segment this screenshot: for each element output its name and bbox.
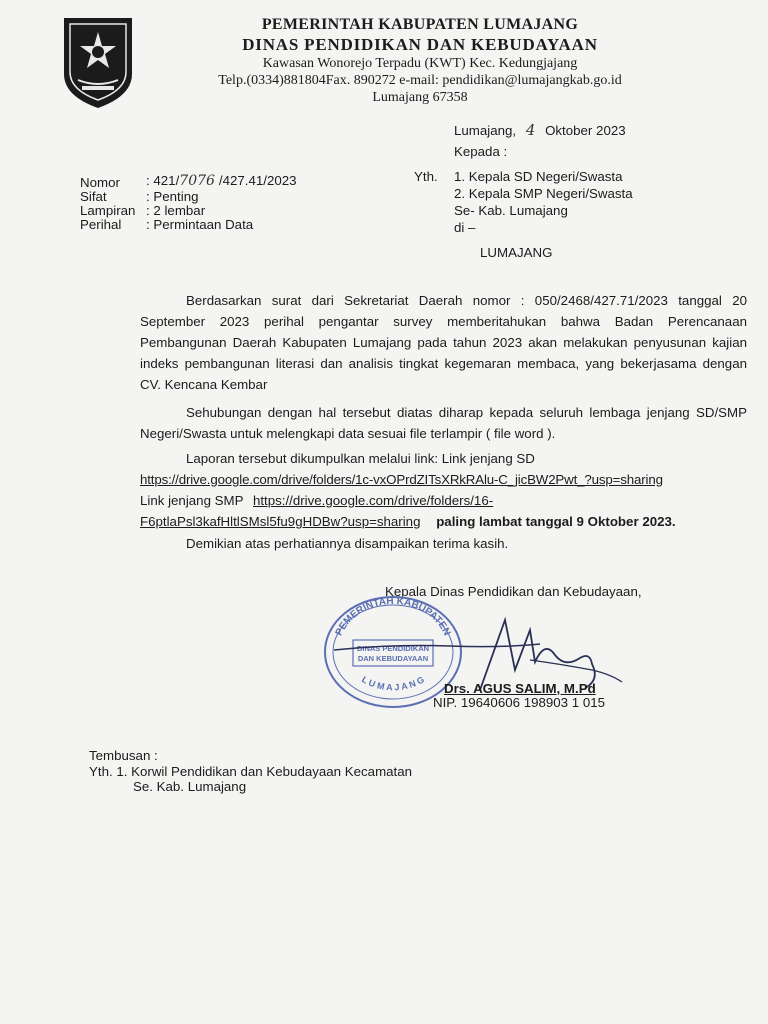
nomor-prefix: : 421/ (146, 173, 180, 188)
body-paragraph-3-intro: Laporan tersebut dikumpulkan melalui link: Link jenjang SD (186, 451, 535, 466)
letterhead-government: PEMERINTAH KABUPATEN LUMAJANG (261, 16, 579, 33)
recipient-line-1: 1. Kepala SD Negeri/Swasta (454, 169, 623, 184)
nomor-handwritten: 7076 (179, 173, 215, 189)
body-paragraph-1: Berdasarkan surat dari Sekretariat Daerah nomor : 050/2468/427.71/2023 tanggal 20 September 2023 perihal pengantar survey memberitahukan bahwa Badan Perencanaan Pembangunan Daerah Kabupaten Lumajang pada tahun 2023 akan melakukan penyusunan kajian indeks pembangunan literasi dan analisis tingkat kegemaran membaca, yang bekerjasama dengan CV. Kencana Kembar (140, 293, 747, 392)
link-smp-url-part-2[interactable]: F6ptlaPsl3kafHltlSMsl5fu9gHDBw?usp=sharing (140, 514, 421, 529)
stamp-inner-1: DINAS PENDIDIKAN (356, 644, 430, 653)
stamp-inner-2: DAN KEBUDAYAAN (357, 654, 429, 663)
letterhead-department: DINAS PENDIDIKAN DAN KEBUDAYAAN (242, 35, 598, 54)
body-paragraph-4: Demikian atas perhatiannya disampaikan terima kasih. (186, 536, 509, 551)
body-paragraph-2: Sehubungan dengan hal tersebut diatas diharap kepada seluruh lembaga jenjang SD/SMP Negeri/Swasta untuk melengkapi data sesuai file terlampir ( file word ). (140, 405, 747, 441)
sifat-label: Sifat (80, 189, 107, 204)
lampiran-label: Lampiran (80, 203, 136, 218)
signature-nip: NIP. 19640606 198903 1 015 (433, 695, 606, 710)
nomor-value (146, 173, 297, 189)
perihal-label: Perihal (80, 217, 122, 232)
recipient-city: LUMAJANG (480, 245, 553, 260)
link-sd[interactable] (140, 472, 747, 487)
cc-label: Tembusan : (89, 748, 158, 763)
stamp-bottom-text: L U M A J A N G (360, 674, 426, 693)
letter-date (454, 121, 626, 139)
sifat-value: : Penting (146, 189, 199, 204)
link-smp-line-2 (140, 514, 676, 529)
link-smp-label: Link jenjang SMP (140, 493, 244, 508)
recipient-line-2: 2. Kepala SMP Negeri/Swasta (454, 186, 633, 201)
nomor-suffix: /427.41/2023 (218, 173, 297, 188)
link-smp-url-part-1[interactable]: https://drive.google.com/drive/folders/16- (252, 493, 494, 508)
to-label: Kepada : (454, 144, 508, 159)
stamp-top-text: PEMERINTAH KABUPATEN (333, 595, 453, 638)
date-month-year: Oktober 2023 (545, 123, 626, 138)
cc-line-2: Se. Kab. Lumajang (133, 779, 247, 794)
link-sd-url[interactable]: https://drive.google.com/drive/folders/1c-vxOPrdZITsXRkRAlu-C_jicBW2Pwt_?usp=sharing (140, 472, 663, 487)
date-day-handwritten: 4 (525, 121, 536, 139)
deadline-text: paling lambat tanggal 9 Oktober 2023. (436, 514, 676, 529)
signature-name: Drs. AGUS SALIM, M.Pd (444, 681, 596, 696)
link-smp-line-1 (140, 493, 493, 508)
recipient-line-4: di – (454, 220, 476, 235)
signature-title: Kepala Dinas Pendidikan dan Kebudayaan, (385, 584, 642, 599)
letterhead-address: Kawasan Wonorejo Terpadu (KWT) Kec. Kedungjajang (262, 56, 578, 71)
date-prefix: Lumajang, (454, 123, 517, 138)
regency-emblem-icon (58, 14, 138, 110)
lampiran-value: : 2 lembar (146, 203, 206, 218)
nomor-label: Nomor (80, 175, 120, 190)
letterhead-city-zip: Lumajang 67358 (372, 90, 468, 105)
recipient-yth: Yth. (414, 169, 438, 184)
perihal-value: : Permintaan Data (146, 217, 254, 232)
recipient-line-3: Se- Kab. Lumajang (454, 203, 568, 218)
letterhead-contact: Telp.(0334)881804Fax. 890272 e-mail: pendidikan@lumajangkab.go.id (218, 73, 622, 88)
cc-line-1: Yth. 1. Korwil Pendidikan dan Kebudayaan Kecamatan (89, 764, 413, 779)
